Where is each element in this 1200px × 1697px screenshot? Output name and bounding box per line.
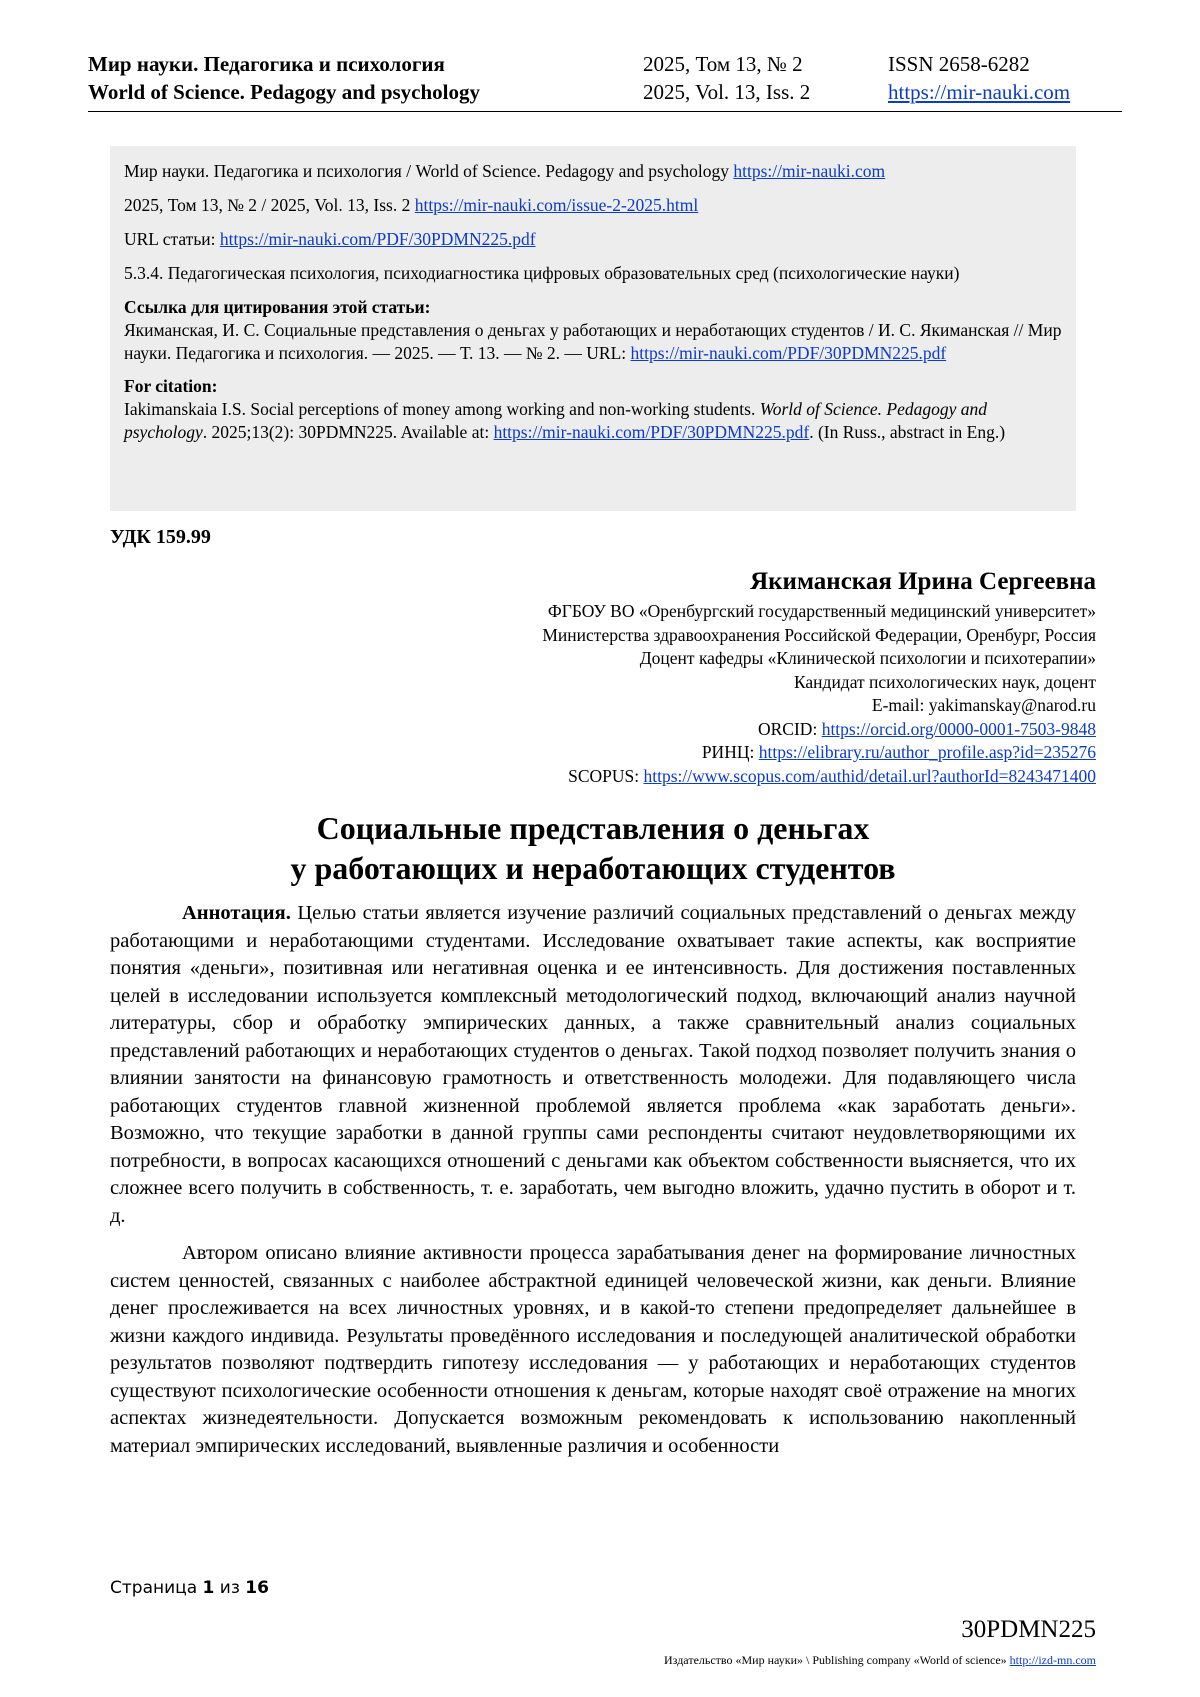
page-total: 16 bbox=[245, 1578, 269, 1598]
abstract-paragraph-1 bbox=[110, 900, 1076, 1230]
url-line bbox=[124, 228, 1062, 251]
issue-line-text: 2025, Том 13, № 2 / 2025, Vol. 13, Iss. 2 bbox=[124, 195, 415, 215]
citation-ru-text: Якиманская, И. С. Социальные представления о деньгах у работающих и неработающих студентов / И. С. Якиманская // Мир науки. Педагогика и психология. — 2025. — Т. 13. — № 2. — URL: bbox=[124, 320, 1062, 363]
orcid-label: ORCID: bbox=[758, 718, 822, 739]
citation-en-journal: World of Science. Pedagogy and psychology bbox=[124, 399, 988, 442]
title-line-2: у работающих и неработающих студентов bbox=[290, 850, 896, 886]
journal-title-en: World of Science. Pedagogy and psychology bbox=[88, 80, 481, 104]
author-email: E-mail: yakimanskay@narod.ru bbox=[871, 695, 1096, 715]
journal-title-ru: Мир науки. Педагогика и психология bbox=[88, 52, 445, 76]
page-current: 1 bbox=[202, 1578, 215, 1598]
citation-en-link[interactable]: https://mir-nauki.com/PDF/30PDMN225.pdf bbox=[493, 422, 810, 442]
url-label: URL статьи: bbox=[124, 229, 220, 249]
abstract bbox=[110, 900, 1076, 1460]
author-degree: Кандидат психологических наук, доцент bbox=[793, 671, 1096, 692]
citation-en bbox=[124, 375, 1062, 444]
page-word: Страница bbox=[110, 1578, 203, 1598]
citation-en-label: For citation: bbox=[124, 376, 218, 396]
specialty-line: 5.3.4. Педагогическая психология, психодиагностика цифровых образовательных сред (психологические науки) bbox=[124, 263, 960, 283]
issue-ru: 2025, Том 13, № 2 bbox=[643, 52, 803, 76]
author-orcid bbox=[196, 718, 1096, 742]
issue-line bbox=[124, 194, 1062, 217]
citation-en-text: Iakimanskaia I.S. Social perceptions of money among working and non-working students. bbox=[124, 399, 760, 419]
author-ministry: Министерства здравоохранения Российской Федерации, Оренбург, Россия bbox=[542, 624, 1096, 645]
author-org: ФГБОУ ВО «Оренбургский государственный медицинский университет» bbox=[547, 601, 1096, 621]
journal-link[interactable]: https://mir-nauki.com bbox=[733, 161, 886, 181]
article-url-link[interactable]: https://mir-nauki.com/PDF/30PDMN225.pdf bbox=[219, 229, 536, 249]
publisher-link[interactable]: http://izd-mn.com bbox=[1009, 1653, 1096, 1667]
author-rinc bbox=[196, 741, 1096, 765]
issue-en: 2025, Vol. 13, Iss. 2 bbox=[643, 80, 811, 104]
author-block bbox=[196, 566, 1096, 788]
citation-ru-label: Ссылка для цитирования этой статьи: bbox=[124, 297, 431, 317]
udk-code: УДК 159.99 bbox=[110, 526, 211, 548]
author-scopus bbox=[196, 765, 1096, 789]
rinc-link[interactable]: https://elibrary.ru/author_profile.asp?id=235276 bbox=[758, 742, 1096, 762]
scopus-link[interactable]: https://www.scopus.com/authid/detail.url?authorId=8243471400 bbox=[643, 765, 1096, 786]
orcid-link[interactable]: https://orcid.org/0000-0001-7503-9848 bbox=[821, 718, 1096, 739]
journal-line-text: Мир науки. Педагогика и психология / World of Science. Pedagogy and psychology bbox=[124, 161, 734, 181]
abstract-text-1: Целью статьи является изучение различий социальных представлений о деньгах между работающими и неработающими студентами. Исследование охватывает такие аспекты, как восприятие понятия «деньги», позитивная или негативная оценка и ее интенсивность. Для достижения поставленных целей в исследовании используется комплексный методологический подход, включающий анализ научной литературы, сбор и обработку эмпирических данных, а также сравнительный анализ социальных представлений работающих и неработающих студентов о деньгах. Такой подход позволяет получить знания о влиянии занятости на финансовую грамотность и ответственность молодежи. Для подавляющего числа работающих студентов главной жизненной проблемой является проблема «как заработать деньги». Возможно, что текущие заработки в данной группы сами респонденты считают неудовлетворяющими их потребности, в вопросах касающихся отношений с деньгами как объектом собственности выясняется, что их сложнее всего получить в собственность, т. е. заработать, чем выгодно вложить, удачно пустить в оборот и т. д. bbox=[110, 902, 1076, 1227]
author-name: Якиманская Ирина Сергеевна bbox=[750, 568, 1096, 595]
header-divider bbox=[88, 111, 1122, 112]
title-line-1: Социальные представления о деньгах bbox=[316, 810, 870, 846]
journal-site-link[interactable]: https://mir-nauki.com bbox=[888, 80, 1071, 104]
issn: ISSN 2658-6282 bbox=[888, 52, 1030, 76]
abstract-label: Аннотация. bbox=[182, 902, 291, 924]
article-title bbox=[110, 808, 1076, 888]
abstract-paragraph-2: Автором описано влияние активности процесса зарабатывания денег на формирование личностных систем ценностей, связанных с наиболее абстрактной единицей человеческой жизни, как деньги. Влияние денег прослеживается на всех личностных уровнях, и в какой-то степени предопределяет дальнейшее в жизни каждого индивида. Результаты проведённого исследования и последующей аналитической обработки результатов позволяют подтвердить гипотезу исследования — у работающих и неработающих студентов существуют психологические особенности отношения к деньгам, которые находят своё отражение на многих аспектах жизнедеятельности. Допускается возможным рекомендовать к использованию накопленный материал эмпирических исследований, выявленные различия и особенности bbox=[110, 1242, 1076, 1457]
article-info-box bbox=[110, 146, 1076, 511]
scopus-label: SCOPUS: bbox=[568, 765, 644, 786]
journal-line bbox=[124, 160, 1062, 183]
citation-en-tail: . (In Russ., abstract in Eng.) bbox=[809, 422, 1006, 442]
publisher-text: Издательство «Мир науки» \ Publishing company «World of science» bbox=[664, 1653, 1010, 1667]
article-id: 30PDMN225 bbox=[961, 1616, 1096, 1643]
page-of: из bbox=[214, 1578, 246, 1598]
journal-header bbox=[88, 50, 1122, 110]
publisher-line bbox=[664, 1653, 1096, 1668]
rinc-label: РИНЦ: bbox=[701, 742, 759, 762]
page-number bbox=[110, 1578, 269, 1598]
citation-ru bbox=[124, 296, 1062, 365]
citation-en-details: . 2025;13(2): 30PDMN225. Available at: bbox=[202, 422, 494, 442]
issue-link[interactable]: https://mir-nauki.com/issue-2-2025.html bbox=[414, 195, 699, 215]
author-position: Доцент кафедры «Клинической психологии и психотерапии» bbox=[639, 648, 1096, 668]
citation-ru-link[interactable]: https://mir-nauki.com/PDF/30PDMN225.pdf bbox=[630, 343, 947, 363]
